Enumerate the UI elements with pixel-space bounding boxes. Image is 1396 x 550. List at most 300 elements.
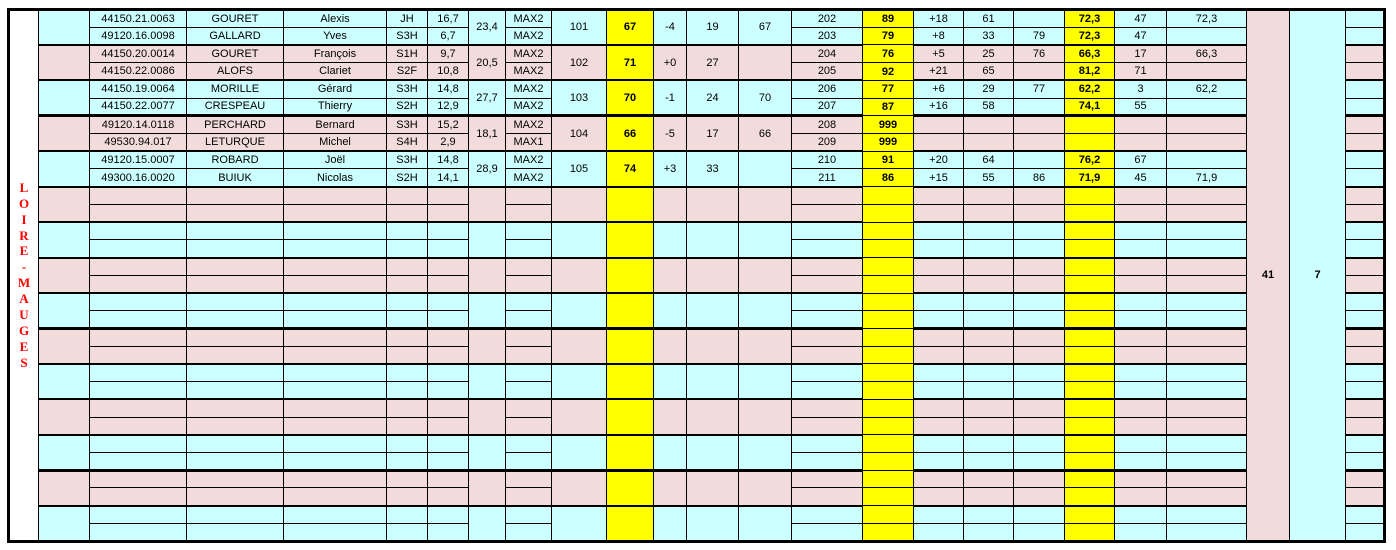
cell-category[interactable] bbox=[387, 311, 428, 329]
cell-category[interactable] bbox=[387, 328, 428, 346]
cell-val-c[interactable] bbox=[1115, 116, 1167, 134]
cell-category[interactable]: S3H bbox=[387, 151, 428, 169]
cell-net-score[interactable] bbox=[1065, 258, 1115, 276]
cell-index[interactable] bbox=[428, 328, 469, 346]
cell-max[interactable] bbox=[506, 506, 552, 524]
cell-index[interactable] bbox=[428, 523, 469, 541]
cell-last-column[interactable] bbox=[1346, 506, 1385, 524]
cell-val-b[interactable] bbox=[1014, 275, 1065, 293]
cell-license[interactable]: 44150.20.0014 bbox=[90, 45, 187, 63]
cell-team-score[interactable] bbox=[607, 506, 654, 541]
cell-team-score[interactable] bbox=[607, 187, 654, 222]
cell-row-number[interactable] bbox=[792, 523, 863, 541]
cell-max[interactable] bbox=[506, 258, 552, 276]
cell-pair-avg[interactable] bbox=[469, 293, 506, 328]
cell-lastname[interactable]: ALOFS bbox=[187, 63, 284, 81]
cell-firstname[interactable] bbox=[284, 240, 387, 258]
cell-val-d[interactable] bbox=[1167, 204, 1247, 222]
cell-row-number[interactable]: 211 bbox=[792, 169, 863, 187]
cell-gross-score[interactable] bbox=[863, 435, 914, 453]
cell-team-diff[interactable]: -1 bbox=[654, 80, 687, 115]
cell-val-c[interactable] bbox=[1115, 506, 1167, 524]
cell-firstname[interactable] bbox=[284, 382, 387, 400]
cell-val-b[interactable] bbox=[1014, 346, 1065, 364]
cell-firstname[interactable] bbox=[284, 346, 387, 364]
cell-index[interactable] bbox=[428, 187, 469, 205]
cell-val-c[interactable] bbox=[1115, 328, 1167, 346]
cell-gross-score[interactable]: 87 bbox=[863, 98, 914, 116]
cell-val-d[interactable] bbox=[1167, 116, 1247, 134]
cell-license[interactable] bbox=[90, 258, 187, 276]
cell-val-a[interactable] bbox=[964, 275, 1014, 293]
cell-firstname[interactable]: Bernard bbox=[284, 116, 387, 134]
cell-index[interactable]: 2,9 bbox=[428, 134, 469, 152]
cell-gross-diff[interactable] bbox=[914, 382, 964, 400]
cell-team-val2[interactable] bbox=[739, 151, 792, 186]
cell-val-a[interactable] bbox=[964, 523, 1014, 541]
cell-gross-diff[interactable] bbox=[914, 346, 964, 364]
cell-row-number[interactable] bbox=[792, 328, 863, 346]
cell-team-val1[interactable] bbox=[687, 364, 739, 399]
cell-group-band[interactable] bbox=[39, 435, 90, 470]
cell-team-val1[interactable] bbox=[687, 258, 739, 293]
cell-val-d[interactable] bbox=[1167, 293, 1247, 311]
cell-last-column[interactable] bbox=[1346, 116, 1385, 134]
cell-row-number[interactable] bbox=[792, 399, 863, 417]
cell-index[interactable]: 10,8 bbox=[428, 63, 469, 81]
cell-net-score[interactable] bbox=[1065, 240, 1115, 258]
cell-firstname[interactable] bbox=[284, 258, 387, 276]
cell-max[interactable]: MAX2 bbox=[506, 63, 552, 81]
cell-net-score[interactable] bbox=[1065, 488, 1115, 506]
cell-license[interactable] bbox=[90, 328, 187, 346]
cell-gross-diff[interactable]: +21 bbox=[914, 63, 964, 81]
cell-pair-avg[interactable] bbox=[469, 435, 506, 470]
cell-val-a[interactable] bbox=[964, 506, 1014, 524]
cell-val-c[interactable] bbox=[1115, 382, 1167, 400]
cell-group-band[interactable] bbox=[39, 328, 90, 363]
cell-gross-diff[interactable] bbox=[914, 488, 964, 506]
cell-gross-diff[interactable] bbox=[914, 134, 964, 152]
cell-team-score[interactable]: 66 bbox=[607, 116, 654, 151]
cell-net-score[interactable] bbox=[1065, 399, 1115, 417]
cell-category[interactable]: JH bbox=[387, 10, 428, 28]
cell-team-val2[interactable] bbox=[739, 364, 792, 399]
cell-gross-diff[interactable] bbox=[914, 293, 964, 311]
cell-group-band[interactable] bbox=[39, 506, 90, 541]
cell-team-val2[interactable]: 66 bbox=[739, 116, 792, 151]
cell-pair-avg[interactable] bbox=[469, 399, 506, 434]
cell-val-c[interactable]: 71 bbox=[1115, 63, 1167, 81]
cell-team-score[interactable] bbox=[607, 399, 654, 434]
cell-firstname[interactable] bbox=[284, 399, 387, 417]
cell-val-a[interactable] bbox=[964, 116, 1014, 134]
cell-category[interactable] bbox=[387, 506, 428, 524]
cell-row-number[interactable] bbox=[792, 346, 863, 364]
cell-row-number[interactable] bbox=[792, 240, 863, 258]
cell-row-number[interactable]: 204 bbox=[792, 45, 863, 63]
cell-index[interactable] bbox=[428, 204, 469, 222]
cell-net-score[interactable] bbox=[1065, 116, 1115, 134]
cell-val-d[interactable] bbox=[1167, 346, 1247, 364]
cell-license[interactable]: 44150.19.0064 bbox=[90, 80, 187, 98]
cell-team-diff[interactable] bbox=[654, 399, 687, 434]
cell-val-b[interactable]: 76 bbox=[1014, 45, 1065, 63]
cell-category[interactable]: S3H bbox=[387, 116, 428, 134]
cell-val-c[interactable] bbox=[1115, 293, 1167, 311]
cell-index[interactable] bbox=[428, 488, 469, 506]
cell-category[interactable] bbox=[387, 240, 428, 258]
cell-gross-diff[interactable]: +8 bbox=[914, 27, 964, 45]
cell-license[interactable] bbox=[90, 311, 187, 329]
cell-lastname[interactable]: CRESPEAU bbox=[187, 98, 284, 116]
cell-val-d[interactable] bbox=[1167, 134, 1247, 152]
cell-index[interactable]: 16,7 bbox=[428, 10, 469, 28]
cell-val-d[interactable] bbox=[1167, 27, 1247, 45]
cell-val-b[interactable] bbox=[1014, 204, 1065, 222]
cell-firstname[interactable] bbox=[284, 452, 387, 470]
cell-val-b[interactable] bbox=[1014, 435, 1065, 453]
cell-category[interactable] bbox=[387, 452, 428, 470]
cell-gross-score[interactable]: 89 bbox=[863, 10, 914, 28]
cell-team-val2[interactable]: 67 bbox=[739, 10, 792, 45]
cell-row-number[interactable] bbox=[792, 506, 863, 524]
cell-firstname[interactable] bbox=[284, 488, 387, 506]
cell-gross-diff[interactable] bbox=[914, 258, 964, 276]
cell-gross-score[interactable] bbox=[863, 382, 914, 400]
cell-group-band[interactable] bbox=[39, 470, 90, 505]
cell-net-score[interactable] bbox=[1065, 364, 1115, 382]
cell-val-d[interactable] bbox=[1167, 364, 1247, 382]
cell-gross-score[interactable] bbox=[863, 399, 914, 417]
cell-group-band[interactable] bbox=[39, 187, 90, 222]
cell-gross-score[interactable] bbox=[863, 222, 914, 240]
cell-team-diff[interactable]: +0 bbox=[654, 45, 687, 80]
cell-team-diff[interactable] bbox=[654, 328, 687, 363]
cell-category[interactable] bbox=[387, 222, 428, 240]
cell-team-diff[interactable]: +3 bbox=[654, 151, 687, 186]
cell-team-number[interactable]: 104 bbox=[552, 116, 607, 151]
cell-val-c[interactable]: 45 bbox=[1115, 169, 1167, 187]
cell-index[interactable] bbox=[428, 435, 469, 453]
cell-lastname[interactable] bbox=[187, 240, 284, 258]
cell-license[interactable]: 44150.22.0086 bbox=[90, 63, 187, 81]
cell-lastname[interactable] bbox=[187, 523, 284, 541]
cell-net-score[interactable] bbox=[1065, 435, 1115, 453]
cell-lastname[interactable]: GOURET bbox=[187, 10, 284, 28]
cell-lastname[interactable] bbox=[187, 293, 284, 311]
cell-firstname[interactable] bbox=[284, 470, 387, 488]
cell-val-c[interactable] bbox=[1115, 187, 1167, 205]
cell-val-c[interactable]: 3 bbox=[1115, 80, 1167, 98]
cell-val-d[interactable] bbox=[1167, 417, 1247, 435]
cell-net-score[interactable]: 66,3 bbox=[1065, 45, 1115, 63]
cell-lastname[interactable] bbox=[187, 204, 284, 222]
cell-max[interactable] bbox=[506, 382, 552, 400]
cell-net-score[interactable]: 81,2 bbox=[1065, 63, 1115, 81]
cell-team-val1[interactable] bbox=[687, 506, 739, 541]
cell-index[interactable] bbox=[428, 258, 469, 276]
cell-val-d[interactable] bbox=[1167, 240, 1247, 258]
cell-val-c[interactable] bbox=[1115, 452, 1167, 470]
cell-category[interactable] bbox=[387, 417, 428, 435]
cell-pair-avg[interactable] bbox=[469, 328, 506, 363]
cell-last-column[interactable] bbox=[1346, 382, 1385, 400]
cell-val-b[interactable] bbox=[1014, 134, 1065, 152]
cell-row-number[interactable]: 202 bbox=[792, 10, 863, 28]
cell-net-score[interactable] bbox=[1065, 346, 1115, 364]
cell-index[interactable] bbox=[428, 506, 469, 524]
cell-firstname[interactable] bbox=[284, 293, 387, 311]
cell-val-a[interactable] bbox=[964, 187, 1014, 205]
cell-gross-diff[interactable] bbox=[914, 275, 964, 293]
cell-val-d[interactable] bbox=[1167, 452, 1247, 470]
cell-gross-score[interactable] bbox=[863, 275, 914, 293]
cell-team-diff[interactable] bbox=[654, 506, 687, 541]
cell-val-b[interactable] bbox=[1014, 98, 1065, 116]
cell-pair-avg[interactable] bbox=[469, 506, 506, 541]
cell-firstname[interactable] bbox=[284, 311, 387, 329]
cell-val-b[interactable] bbox=[1014, 187, 1065, 205]
cell-val-c[interactable] bbox=[1115, 523, 1167, 541]
cell-lastname[interactable] bbox=[187, 275, 284, 293]
cell-license[interactable] bbox=[90, 293, 187, 311]
cell-firstname[interactable] bbox=[284, 204, 387, 222]
cell-gross-diff[interactable] bbox=[914, 435, 964, 453]
cell-last-column[interactable] bbox=[1346, 311, 1385, 329]
cell-lastname[interactable] bbox=[187, 328, 284, 346]
cell-max[interactable]: MAX2 bbox=[506, 169, 552, 187]
cell-lastname[interactable] bbox=[187, 435, 284, 453]
cell-team-val2[interactable] bbox=[739, 470, 792, 505]
cell-index[interactable] bbox=[428, 452, 469, 470]
cell-net-score[interactable] bbox=[1065, 204, 1115, 222]
cell-lastname[interactable]: MORILLE bbox=[187, 80, 284, 98]
cell-group-band[interactable] bbox=[39, 399, 90, 434]
cell-val-d[interactable] bbox=[1167, 382, 1247, 400]
cell-last-column[interactable] bbox=[1346, 80, 1385, 98]
cell-last-column[interactable] bbox=[1346, 45, 1385, 63]
cell-index[interactable]: 14,8 bbox=[428, 151, 469, 169]
cell-max[interactable] bbox=[506, 488, 552, 506]
cell-license[interactable] bbox=[90, 488, 187, 506]
cell-gross-score[interactable]: 86 bbox=[863, 169, 914, 187]
cell-last-column[interactable] bbox=[1346, 222, 1385, 240]
cell-gross-diff[interactable] bbox=[914, 399, 964, 417]
cell-last-column[interactable] bbox=[1346, 364, 1385, 382]
cell-val-a[interactable] bbox=[964, 134, 1014, 152]
cell-last-column[interactable] bbox=[1346, 134, 1385, 152]
cell-category[interactable]: S4H bbox=[387, 134, 428, 152]
cell-group-band[interactable] bbox=[39, 151, 90, 186]
cell-max[interactable]: MAX2 bbox=[506, 98, 552, 116]
cell-gross-score[interactable] bbox=[863, 311, 914, 329]
cell-team-val1[interactable]: 19 bbox=[687, 10, 739, 45]
cell-row-number[interactable] bbox=[792, 204, 863, 222]
cell-val-d[interactable] bbox=[1167, 506, 1247, 524]
cell-gross-score[interactable] bbox=[863, 346, 914, 364]
cell-net-score[interactable]: 62,2 bbox=[1065, 80, 1115, 98]
cell-category[interactable] bbox=[387, 399, 428, 417]
cell-license[interactable] bbox=[90, 435, 187, 453]
cell-group-band[interactable] bbox=[39, 10, 90, 45]
cell-index[interactable] bbox=[428, 382, 469, 400]
cell-row-number[interactable]: 210 bbox=[792, 151, 863, 169]
cell-team-val2[interactable] bbox=[739, 399, 792, 434]
cell-gross-diff[interactable] bbox=[914, 204, 964, 222]
cell-license[interactable] bbox=[90, 275, 187, 293]
cell-index[interactable] bbox=[428, 399, 469, 417]
cell-gross-diff[interactable]: +6 bbox=[914, 80, 964, 98]
cell-val-a[interactable] bbox=[964, 311, 1014, 329]
cell-val-b[interactable] bbox=[1014, 328, 1065, 346]
cell-pair-avg[interactable] bbox=[469, 364, 506, 399]
cell-pair-avg[interactable]: 20,5 bbox=[469, 45, 506, 80]
cell-team-number[interactable]: 102 bbox=[552, 45, 607, 80]
cell-val-b[interactable] bbox=[1014, 116, 1065, 134]
cell-val-a[interactable] bbox=[964, 382, 1014, 400]
cell-firstname[interactable] bbox=[284, 523, 387, 541]
cell-val-b[interactable] bbox=[1014, 399, 1065, 417]
cell-last-column[interactable] bbox=[1346, 488, 1385, 506]
cell-lastname[interactable] bbox=[187, 470, 284, 488]
cell-val-a[interactable]: 58 bbox=[964, 98, 1014, 116]
cell-last-column[interactable] bbox=[1346, 417, 1385, 435]
cell-row-number[interactable]: 207 bbox=[792, 98, 863, 116]
cell-category[interactable]: S3H bbox=[387, 27, 428, 45]
cell-group-band[interactable] bbox=[39, 364, 90, 399]
cell-last-column[interactable] bbox=[1346, 523, 1385, 541]
cell-team-number[interactable] bbox=[552, 470, 607, 505]
cell-gross-score[interactable]: 999 bbox=[863, 116, 914, 134]
cell-net-score[interactable] bbox=[1065, 187, 1115, 205]
cell-license[interactable] bbox=[90, 240, 187, 258]
cell-last-column[interactable] bbox=[1346, 258, 1385, 276]
cell-license[interactable] bbox=[90, 204, 187, 222]
cell-group-band[interactable] bbox=[39, 222, 90, 257]
cell-last-column[interactable] bbox=[1346, 204, 1385, 222]
cell-val-d[interactable] bbox=[1167, 151, 1247, 169]
cell-lastname[interactable] bbox=[187, 346, 284, 364]
cell-gross-diff[interactable] bbox=[914, 470, 964, 488]
cell-val-b[interactable] bbox=[1014, 151, 1065, 169]
cell-net-score[interactable] bbox=[1065, 328, 1115, 346]
cell-team-number[interactable]: 105 bbox=[552, 151, 607, 186]
cell-val-c[interactable] bbox=[1115, 134, 1167, 152]
cell-gross-score[interactable] bbox=[863, 523, 914, 541]
cell-pair-avg[interactable] bbox=[469, 470, 506, 505]
cell-team-val1[interactable] bbox=[687, 399, 739, 434]
cell-lastname[interactable] bbox=[187, 506, 284, 524]
cell-firstname[interactable]: Thierry bbox=[284, 98, 387, 116]
cell-index[interactable] bbox=[428, 293, 469, 311]
cell-firstname[interactable]: Alexis bbox=[284, 10, 387, 28]
cell-gross-diff[interactable] bbox=[914, 523, 964, 541]
cell-team-number[interactable] bbox=[552, 435, 607, 470]
cell-row-number[interactable] bbox=[792, 293, 863, 311]
cell-val-a[interactable] bbox=[964, 488, 1014, 506]
cell-val-d[interactable]: 66,3 bbox=[1167, 45, 1247, 63]
cell-gross-diff[interactable] bbox=[914, 311, 964, 329]
cell-category[interactable] bbox=[387, 364, 428, 382]
cell-index[interactable] bbox=[428, 222, 469, 240]
cell-gross-score[interactable] bbox=[863, 364, 914, 382]
cell-team-val2[interactable] bbox=[739, 293, 792, 328]
cell-team-score[interactable] bbox=[607, 222, 654, 257]
cell-license[interactable]: 49120.15.0007 bbox=[90, 151, 187, 169]
cell-val-b[interactable] bbox=[1014, 258, 1065, 276]
cell-max[interactable] bbox=[506, 417, 552, 435]
cell-net-score[interactable] bbox=[1065, 222, 1115, 240]
cell-val-c[interactable] bbox=[1115, 222, 1167, 240]
cell-firstname[interactable]: Nicolas bbox=[284, 169, 387, 187]
cell-team-number[interactable] bbox=[552, 399, 607, 434]
cell-last-column[interactable] bbox=[1346, 275, 1385, 293]
cell-index[interactable] bbox=[428, 275, 469, 293]
cell-team-number[interactable] bbox=[552, 293, 607, 328]
cell-gross-diff[interactable]: +20 bbox=[914, 151, 964, 169]
cell-gross-diff[interactable] bbox=[914, 364, 964, 382]
cell-max[interactable]: MAX1 bbox=[506, 134, 552, 152]
cell-lastname[interactable]: BUIUK bbox=[187, 169, 284, 187]
cell-firstname[interactable] bbox=[284, 364, 387, 382]
cell-license[interactable] bbox=[90, 523, 187, 541]
cell-val-b[interactable] bbox=[1014, 452, 1065, 470]
cell-val-d[interactable] bbox=[1167, 435, 1247, 453]
cell-val-b[interactable] bbox=[1014, 417, 1065, 435]
cell-val-c[interactable] bbox=[1115, 399, 1167, 417]
cell-val-b[interactable] bbox=[1014, 311, 1065, 329]
cell-team-val2[interactable] bbox=[739, 45, 792, 80]
cell-gross-diff[interactable] bbox=[914, 452, 964, 470]
cell-firstname[interactable]: Michel bbox=[284, 134, 387, 152]
cell-license[interactable] bbox=[90, 346, 187, 364]
cell-firstname[interactable]: Clariet bbox=[284, 63, 387, 81]
cell-team-score[interactable] bbox=[607, 328, 654, 363]
cell-index[interactable]: 15,2 bbox=[428, 116, 469, 134]
cell-gross-score[interactable]: 76 bbox=[863, 45, 914, 63]
cell-row-number[interactable] bbox=[792, 258, 863, 276]
cell-pair-avg[interactable] bbox=[469, 222, 506, 257]
cell-index[interactable] bbox=[428, 470, 469, 488]
cell-val-a[interactable] bbox=[964, 204, 1014, 222]
cell-category[interactable] bbox=[387, 293, 428, 311]
cell-max[interactable] bbox=[506, 364, 552, 382]
cell-license[interactable] bbox=[90, 187, 187, 205]
cell-val-a[interactable] bbox=[964, 452, 1014, 470]
cell-gross-score[interactable] bbox=[863, 417, 914, 435]
cell-team-diff[interactable] bbox=[654, 435, 687, 470]
cell-max[interactable] bbox=[506, 435, 552, 453]
cell-gross-score[interactable] bbox=[863, 506, 914, 524]
cell-index[interactable]: 9,7 bbox=[428, 45, 469, 63]
cell-gross-diff[interactable] bbox=[914, 240, 964, 258]
cell-max[interactable] bbox=[506, 204, 552, 222]
cell-lastname[interactable] bbox=[187, 258, 284, 276]
cell-team-val1[interactable]: 17 bbox=[687, 116, 739, 151]
cell-category[interactable] bbox=[387, 435, 428, 453]
cell-row-number[interactable] bbox=[792, 452, 863, 470]
cell-val-b[interactable] bbox=[1014, 63, 1065, 81]
cell-lastname[interactable]: GOURET bbox=[187, 45, 284, 63]
cell-team-val1[interactable] bbox=[687, 222, 739, 257]
cell-gross-score[interactable] bbox=[863, 204, 914, 222]
cell-val-a[interactable]: 25 bbox=[964, 45, 1014, 63]
cell-net-score[interactable] bbox=[1065, 382, 1115, 400]
cell-val-a[interactable]: 61 bbox=[964, 10, 1014, 28]
cell-val-b[interactable] bbox=[1014, 506, 1065, 524]
cell-max[interactable] bbox=[506, 523, 552, 541]
